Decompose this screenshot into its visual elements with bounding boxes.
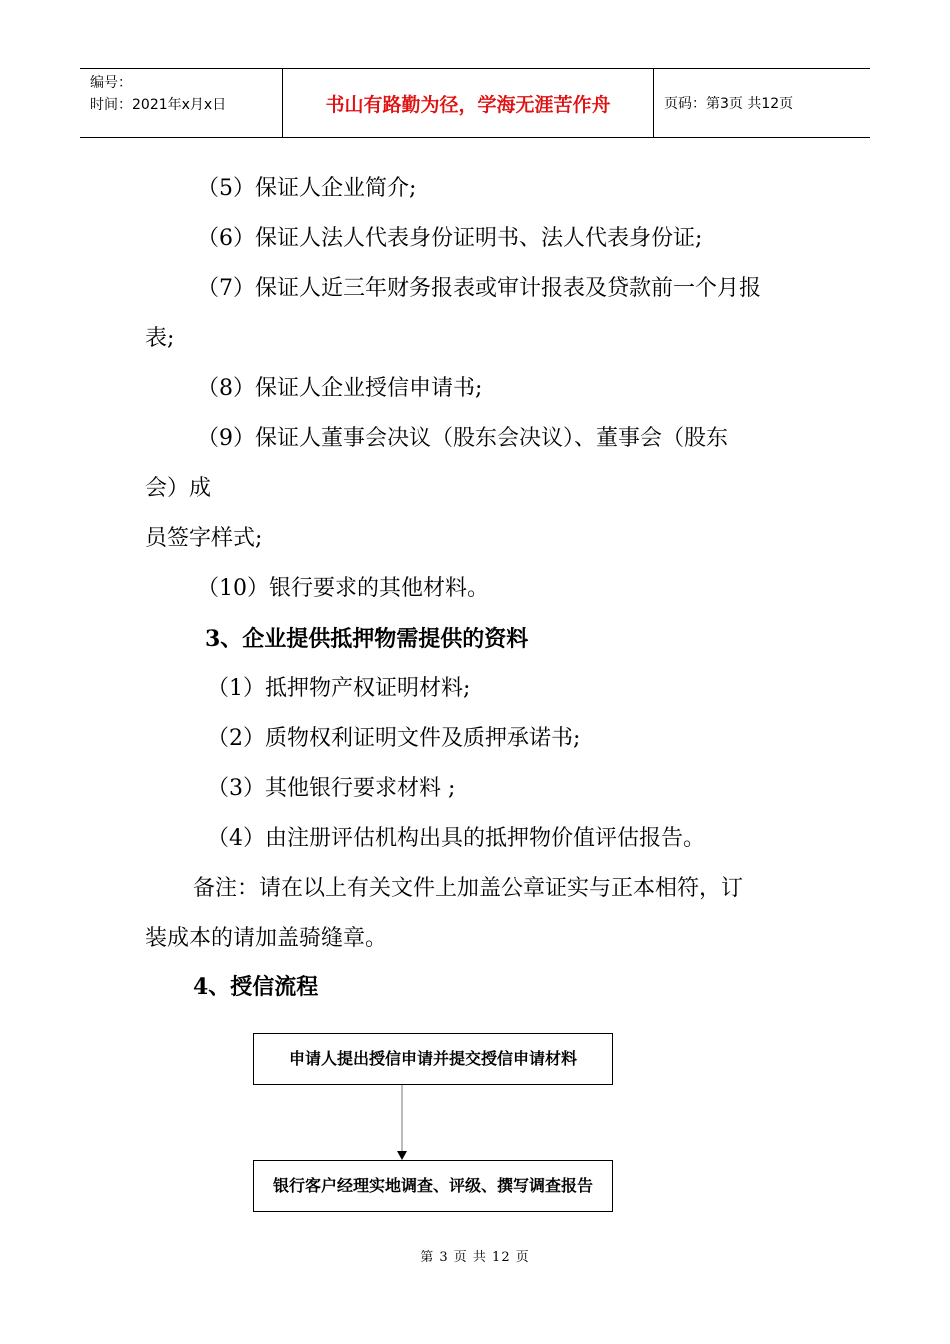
section-heading: 3、企业提供抵押物需提供的资料: [205, 626, 529, 652]
header-meta: [80, 69, 282, 137]
list-item: （9）保证人董事会决议（股东会决议）、董事会（股东: [197, 426, 728, 451]
page-code: 页码：第3页 共12页: [664, 96, 794, 112]
list-item: （3）其他银行要求材料 ;: [207, 776, 456, 801]
time-label: 时间：2021年x月x日: [90, 97, 227, 113]
page-header: [80, 68, 870, 138]
page-footer: 第 3 页 共 12 页: [420, 1250, 530, 1265]
flowchart-step-investigate: 银行客户经理实地调查、评级、撰写调查报告: [253, 1160, 613, 1212]
list-item: （10）银行要求的其他材料。: [197, 576, 489, 601]
note-text: 备注：请在以上有关文件上加盖公章证实与正本相符，订: [193, 876, 744, 901]
list-item: （1）抵押物产权证明材料;: [207, 676, 471, 701]
list-item: （8）保证人企业授信申请书;: [197, 376, 483, 401]
list-item-continuation: 员签字样式;: [145, 526, 263, 551]
list-item: （7）保证人近三年财务报表或审计报表及贷款前一个月报: [197, 276, 761, 301]
list-item: （2）质物权利证明文件及质押承诺书;: [207, 726, 581, 751]
number-label: 编号：: [90, 75, 132, 91]
motto: 书山有路勤为径，学海无涯苦作舟: [282, 69, 654, 137]
flowchart-arrow: [395, 1085, 409, 1161]
flowchart-step-apply: 申请人提出授信申请并提交授信申请材料: [253, 1033, 613, 1085]
list-item: （4）由注册评估机构出具的抵押物价值评估报告。: [207, 826, 705, 851]
list-item: （6）保证人法人代表身份证明书、法人代表身份证;: [197, 226, 703, 251]
list-item: （5）保证人企业简介;: [197, 176, 417, 201]
list-item-continuation: 会）成: [145, 476, 212, 501]
note-text-continuation: 装成本的请加盖骑缝章。: [145, 926, 388, 951]
section-heading: 4、授信流程: [193, 974, 319, 1000]
list-item-continuation: 表;: [145, 326, 175, 351]
